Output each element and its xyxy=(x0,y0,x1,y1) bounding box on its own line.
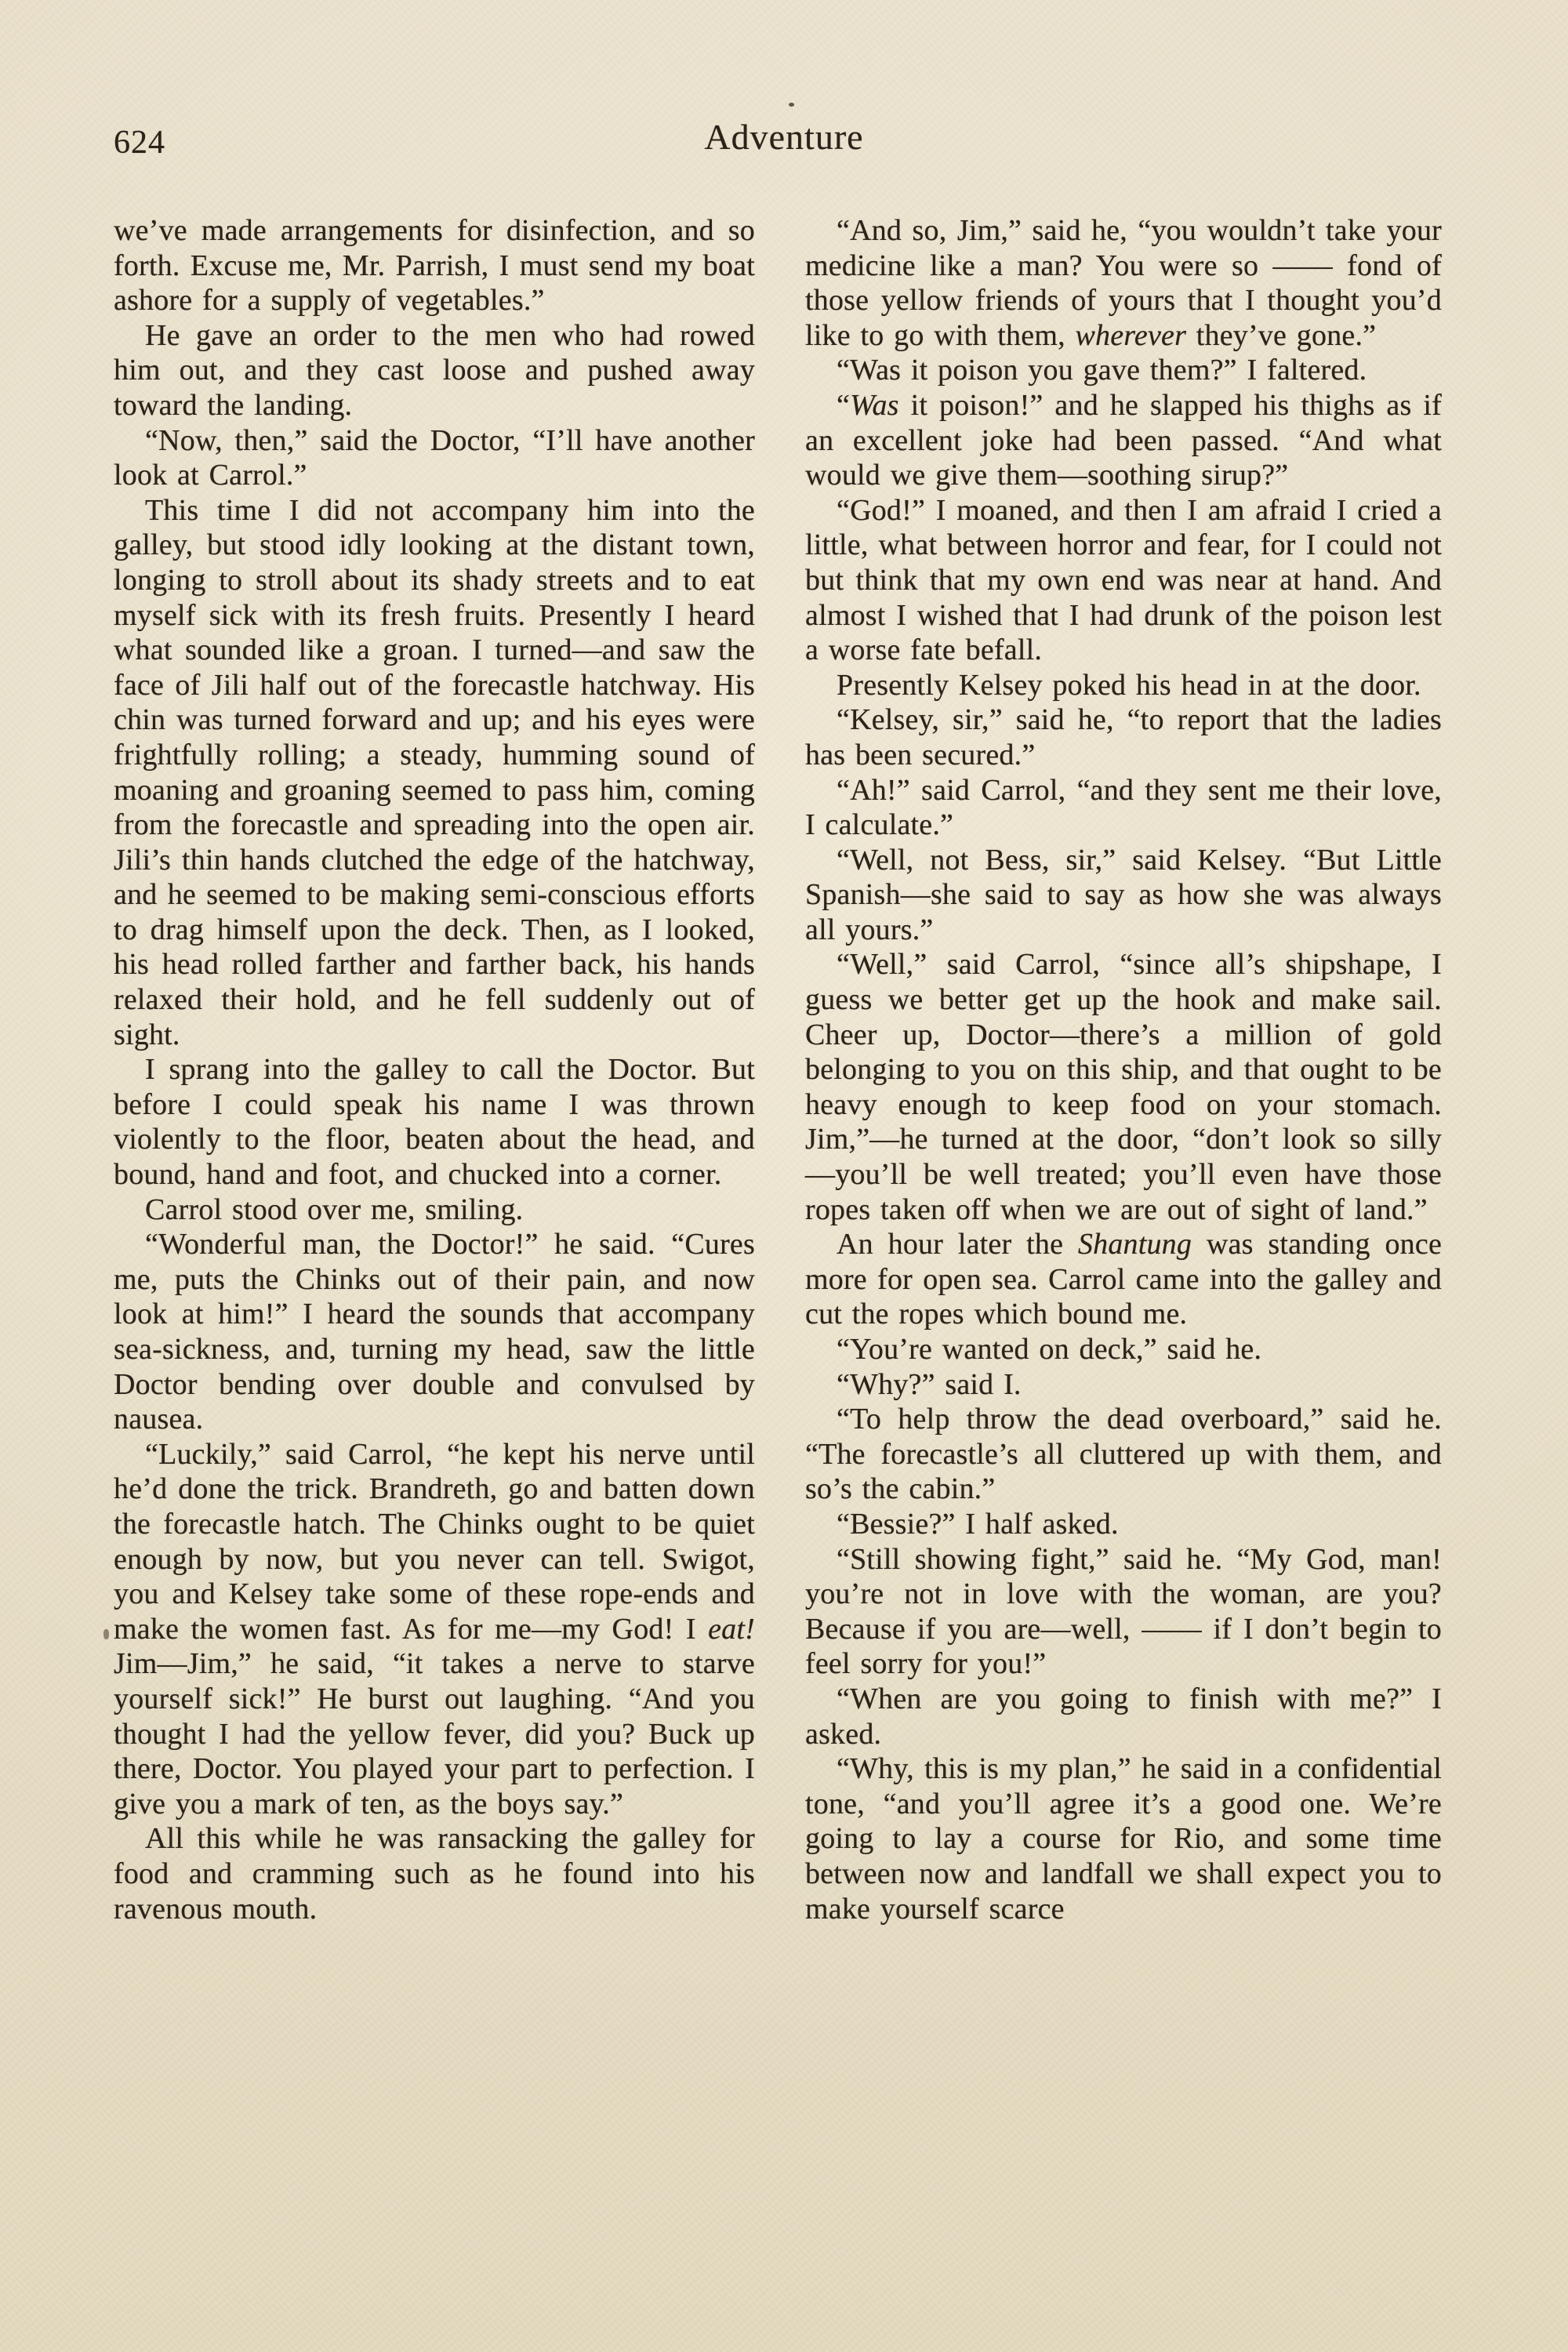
text-run: “You’re wanted on deck,” said he. xyxy=(837,1333,1262,1366)
paragraph xyxy=(805,388,1442,493)
text-run: All this while he was ransacking the galley for food and cramming such as he found into his ravenous mouth. xyxy=(114,1822,755,1926)
text-run: He gave an order to the men who had rowed him out, and they cast loose and pushed away toward the landing. xyxy=(114,318,755,422)
paragraph xyxy=(114,1821,755,1926)
paragraph xyxy=(805,493,1442,668)
paragraph xyxy=(114,1052,755,1192)
paragraph xyxy=(114,318,755,423)
running-title: Adventure xyxy=(704,117,864,157)
paragraph xyxy=(805,668,1442,703)
paragraph xyxy=(114,1192,755,1228)
paragraph xyxy=(114,1437,755,1822)
text-run: “Luckily,” said Carrol, “he kept his nerve until he’d done the trick. Brandreth, go and batten down the forecastle hatch. The Chinks ought to be quiet enough by now, but you never can tell. Swigot, you and Kelsey take some of these rope-ends and make the women fast. As for me—my God! I xyxy=(114,1437,755,1646)
paragraph xyxy=(805,1402,1442,1507)
paragraph xyxy=(805,1682,1442,1751)
paragraph xyxy=(114,213,755,318)
page-number: 624 xyxy=(114,125,165,161)
italic-text-run: wherever xyxy=(1075,318,1187,352)
paragraph xyxy=(114,1227,755,1437)
paragraph xyxy=(805,1367,1442,1403)
italic-text-run: eat! xyxy=(708,1612,755,1646)
paragraph xyxy=(805,843,1442,948)
text-run: “Why?” said I. xyxy=(837,1367,1022,1401)
paragraph xyxy=(805,1507,1442,1542)
text-run: “Ah!” said Carrol, “and they sent me their love, I calculate.” xyxy=(805,773,1442,842)
text-run: “Well, not Bess, sir,” said Kelsey. “But Little Spanish—she said to say as how she was always all yours.” xyxy=(805,843,1442,946)
text-run: “Bessie?” I half asked. xyxy=(837,1507,1119,1541)
text-run: “When are you going to finish with me?” I asked. xyxy=(805,1682,1442,1751)
text-columns xyxy=(114,213,1442,1926)
text-run: we’ve made arrangements for disinfection, and so forth. Excuse me, Mr. Parrish, I must send my boat ashore for a supply of vegetables.” xyxy=(114,214,755,318)
ink-speck xyxy=(103,1629,109,1639)
paragraph xyxy=(805,1227,1442,1332)
text-run: Presently Kelsey poked his head in at the door. xyxy=(837,668,1421,702)
text-run: “And so, Jim,” said he, “you wouldn’t take your medicine like a man? You were so —— fond of those yellow friends of yours that I thought you’d like to go with them, xyxy=(805,214,1442,352)
text-run: I sprang into the galley to call the Doctor. But before I could speak his name I was thrown violently to the floor, beaten about the head, and bound, hand and foot, and chucked into a corner. xyxy=(114,1053,755,1192)
text-run: “God!” I moaned, and then I am afraid I cried a little, what between horror and fear, for I could not but think that my own end was near at hand. And almost I wished that I had drunk of the poison lest a worse fate befall. xyxy=(805,493,1442,667)
text-run: they’ve gone.” xyxy=(1186,318,1377,352)
text-run: An hour later the xyxy=(837,1228,1078,1261)
text-run: “Now, then,” said the Doctor, “I’ll have another look at Carrol.” xyxy=(114,423,755,492)
ink-speck xyxy=(789,103,794,107)
text-column-right xyxy=(805,213,1442,1926)
paragraph xyxy=(805,773,1442,843)
text-run: This time I did not accompany him into the galley, but stood idly looking at the distant town, longing to stroll about its shady streets and to eat myself sick with its fresh fruits. Presently I heard what sounded like a groan. I turned—and saw the face of Jili half out of the forecastle hatchway. His chin was turned forward and up; and his eyes were frightfully rolling; a steady, humming sound of moaning and groaning seemed to pass him, coming from the forecastle and spreading into the open air. Jili’s thin hands clutched the edge of the hatchway, and he seemed to be making semi-conscious efforts to drag himself upon the deck. Then, as I looked, his head rolled farther and farther back, his hands relaxed their hold, and he fell suddenly out of sight. xyxy=(114,493,755,1051)
paragraph xyxy=(114,423,755,493)
paragraph xyxy=(114,493,755,1053)
paragraph xyxy=(805,1332,1442,1367)
italic-text-run: Shantung xyxy=(1077,1228,1192,1261)
text-run: Carrol stood over me, smiling. xyxy=(145,1192,524,1226)
text-run: “Wonderful man, the Doctor!” he said. “Cures me, puts the Chinks out of their pain, and now look at him!” I heard the sounds that accompany sea-sickness, and, turning my head, saw the little Doctor bending over double and convulsed by nausea. xyxy=(114,1228,755,1436)
paragraph xyxy=(805,702,1442,772)
italic-text-run: Was xyxy=(850,388,899,422)
text-column-left xyxy=(114,213,755,1926)
text-run: “Well,” said Carrol, “since all’s shipshape, I guess we better get up the hook and make sail. Cheer up, Doctor—there’s a million of gold belonging to you on this ship, and that ought to be heavy enough to keep food on your stomach. Jim,”—he turned at the door, “don’t look so silly—you’ll be well treated; you’ll even have those ropes taken off when we are out of sight of land.” xyxy=(805,948,1442,1226)
paragraph xyxy=(805,1751,1442,1926)
text-run: Jim—Jim,” he said, “it takes a nerve to starve yourself sick!” He burst out laughing. “And you thought I had the yellow fever, did you? Buck up there, Doctor. You played your part to perfection. I give you a mark of ten, as the boys say.” xyxy=(114,1647,755,1820)
paragraph xyxy=(805,353,1442,388)
text-run: “Still showing fight,” said he. “My God, man! you’re not in love with the woman, are you? Because if you are—well, —— if I don’t begin to feel sorry for you!” xyxy=(805,1542,1442,1681)
paragraph xyxy=(805,947,1442,1227)
text-run: “ xyxy=(837,388,851,422)
text-run: “Why, this is my plan,” he said in a confidential tone, “and you’ll agree it’s a good one. We’re going to lay a course for Rio, and some time between now and landfall we shall expect you to make yourself scarce xyxy=(805,1752,1442,1926)
text-run: “Kelsey, sir,” said he, “to report that the ladies has been secured.” xyxy=(805,703,1442,771)
text-run: “Was it poison you gave them?” I faltered. xyxy=(837,354,1367,387)
paragraph xyxy=(805,1542,1442,1682)
paragraph xyxy=(805,213,1442,353)
text-run: it poison!” and he slapped his thighs as if an excellent joke had been passed. “And what would we give them—soothing sirup?” xyxy=(805,388,1442,492)
text-run: was standing once more for open sea. Carrol came into the galley and cut the ropes which bound me. xyxy=(805,1228,1443,1331)
text-run: “To help throw the dead overboard,” said he. “The forecastle’s all cluttered up with them, and so’s the cabin.” xyxy=(805,1403,1442,1506)
